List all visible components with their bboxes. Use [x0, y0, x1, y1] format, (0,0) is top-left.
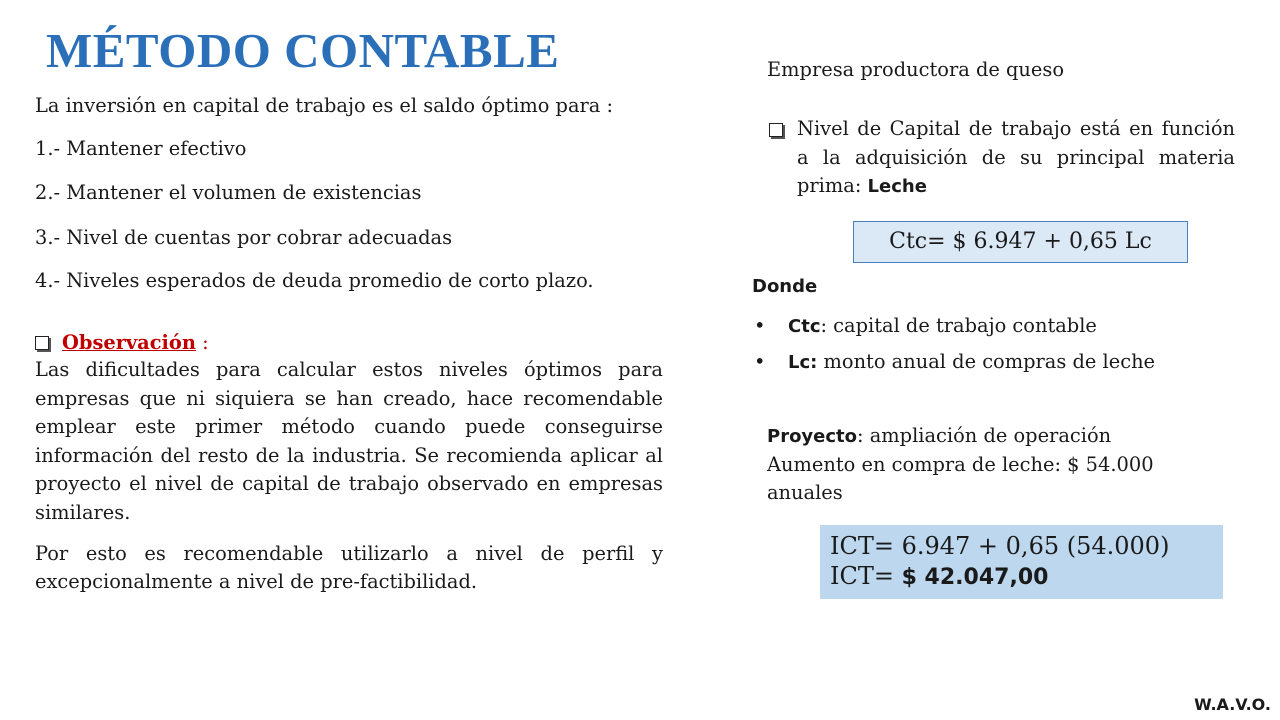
observation-text: Las dificultades para calcular estos niveles óptimos para empresas que ni siquiera se han creado, hace recomendable emplear este primer método cuando puede conseguirse información del resto de la industria. Se recomienda aplicar al proyecto el nivel de capital de trabajo observado en empresas similares.	[35, 357, 663, 524]
list-item: 3.- Nivel de cuentas por cobrar adecuadas	[35, 225, 453, 249]
closing-text: Por esto es recomendable utilizarlo a nivel de perfil y excepcionalmente a nivel de pre-factibilidad.	[35, 541, 663, 594]
formula-ict-result: $ 42.047,00	[901, 565, 1049, 590]
author-initials: W.A.V.O.	[1194, 695, 1271, 714]
intro-text: La inversión en capital de trabajo es el saldo óptimo para :	[35, 94, 614, 117]
observation-heading	[35, 330, 663, 356]
list-item: 1.- Mantener efectivo	[35, 136, 247, 160]
bullet-dot: •	[754, 350, 766, 373]
definitions-list	[752, 308, 1155, 380]
checkbox-bullet-icon	[35, 336, 49, 350]
def-term: Lc:	[788, 352, 818, 373]
formula-ict-line1: ICT= 6.947 + 0,65 (54.000)	[830, 532, 1170, 560]
project-label: Proyecto	[767, 426, 858, 447]
list-item	[752, 308, 1155, 344]
project-block	[767, 422, 1235, 507]
list-item	[752, 344, 1155, 380]
project-increase: Aumento en compra de leche: $ 54.000 anuales	[767, 453, 1154, 504]
observation-colon: :	[195, 330, 209, 354]
donde-heading: Donde	[752, 276, 818, 297]
formula-ict-prefix: ICT=	[830, 562, 902, 590]
list-item: 4.- Niveles esperados de deuda promedio de corto plazo.	[35, 269, 594, 293]
def-desc: monto anual de compras de leche	[817, 350, 1156, 373]
observation-label: Observación	[62, 330, 196, 354]
bullet-text: Nivel de Capital de trabajo está en función a la adquisición de su principal materia prima:	[797, 117, 1235, 198]
formula-ctc: Ctc= $ 6.947 + 0,65 Lc	[853, 221, 1188, 263]
left-column	[35, 92, 663, 597]
checkbox-bullet-icon	[769, 123, 783, 137]
def-desc: : capital de trabajo contable	[820, 314, 1097, 337]
project-desc: : ampliación de operación	[857, 424, 1112, 447]
def-term: Ctc	[788, 316, 821, 337]
bullet-dot: •	[754, 314, 766, 337]
page-title: MÉTODO CONTABLE	[46, 23, 560, 78]
formula-ict	[820, 525, 1223, 599]
capital-bullet	[767, 115, 1235, 202]
company-label: Empresa productora de queso	[767, 58, 1065, 81]
bullet-bold: Leche	[867, 176, 927, 198]
list-item: 2.- Mantener el volumen de existencias	[35, 181, 422, 205]
